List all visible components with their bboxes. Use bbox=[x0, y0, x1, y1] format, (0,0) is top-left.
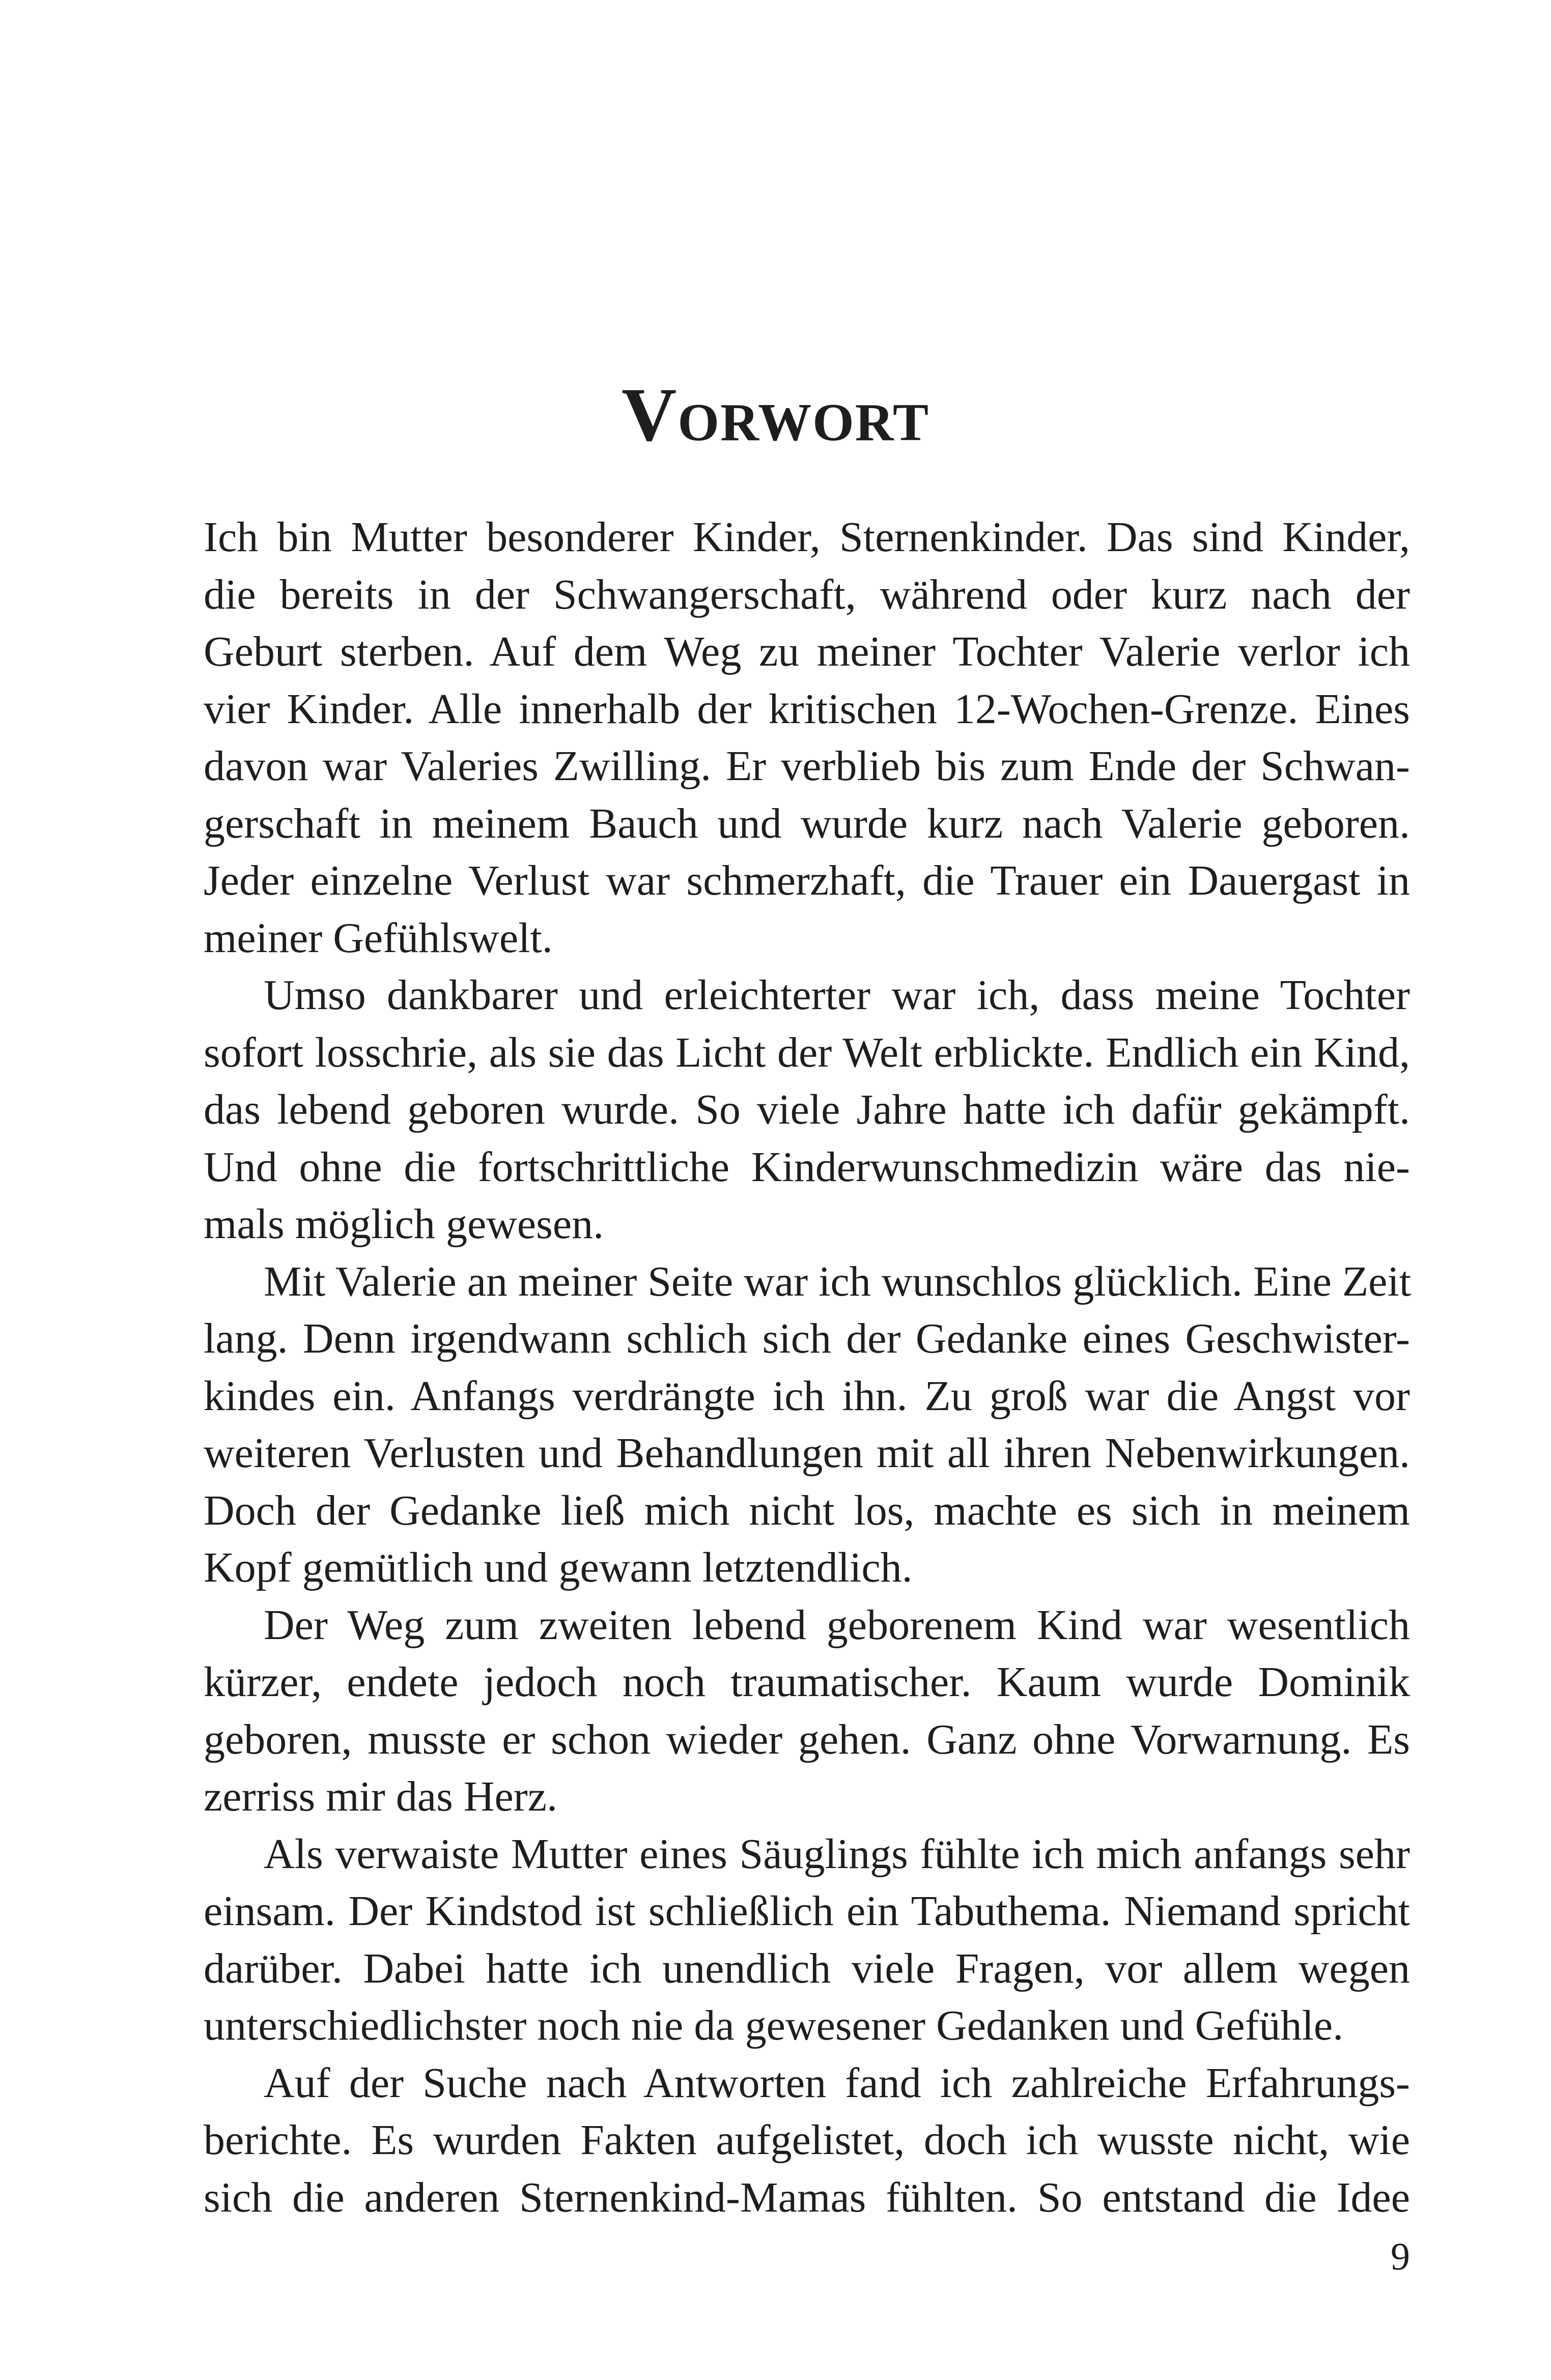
text-line: meiner Gefühlswelt. bbox=[204, 914, 553, 962]
text-line: Als verwaiste Mutter eines Säuglings fühlte ich mich anfangs sehr bbox=[264, 1830, 1410, 1878]
text-line: kindes ein. Anfangs verdrängte ich ihn. Zu groß war die Angst vor bbox=[204, 1372, 1410, 1420]
text-line: darüber. Dabei hatte ich unendlich viele Fragen, vor allem wegen bbox=[204, 1944, 1410, 1992]
text-line: Und ohne die fortschrittliche Kinderwunschmedizin wäre das nie- bbox=[204, 1143, 1410, 1191]
page-number: 9 bbox=[1391, 2235, 1410, 2278]
text-line: das lebend geboren wurde. So viele Jahre hatte ich dafür gekämpft. bbox=[204, 1086, 1410, 1133]
text-line: zerriss mir das Herz. bbox=[204, 1773, 558, 1820]
text-line: Kopf gemütlich und gewann letztendlich. bbox=[204, 1544, 913, 1591]
chapter-title: Vorwort bbox=[622, 372, 929, 457]
text-line: Umso dankbarer und erleichterter war ich, dass meine Tochter bbox=[264, 971, 1410, 1019]
text-line: unterschiedlichster noch nie da gewesener Gedanken und Gefühle. bbox=[204, 2002, 1344, 2049]
text-line: lang. Denn irgendwann schlich sich der Gedanke eines Geschwister- bbox=[204, 1315, 1410, 1362]
text-line: sich die anderen Sternenkind-Mamas fühlten. So entstand die Idee bbox=[204, 2173, 1410, 2221]
text-line: kürzer, endete jedoch noch traumatischer. Kaum wurde Dominik bbox=[204, 1658, 1410, 1706]
text-line: gerschaft in meinem Bauch und wurde kurz nach Valerie geboren. bbox=[204, 799, 1410, 847]
text-line: geboren, musste er schon wieder gehen. Ganz ohne Vorwarnung. Es bbox=[204, 1715, 1410, 1763]
text-line: Auf der Suche nach Antworten fand ich zahlreiche Erfahrungs- bbox=[264, 2059, 1410, 2107]
text-line: sofort losschrie, als sie das Licht der Welt erblickte. Endlich ein Kind, bbox=[204, 1028, 1410, 1076]
text-line: Der Weg zum zweiten lebend geborenem Kind war wesentlich bbox=[264, 1601, 1410, 1649]
body-text bbox=[204, 509, 1410, 2226]
text-line: mals möglich gewesen. bbox=[204, 1200, 604, 1248]
text-line: Geburt sterben. Auf dem Weg zu meiner Tochter Valerie verlor ich bbox=[204, 628, 1410, 675]
text-line: davon war Valeries Zwilling. Er verblieb bis zum Ende der Schwan- bbox=[204, 742, 1410, 790]
text-line: Jeder einzelne Verlust war schmerzhaft, die Trauer ein Dauergast in bbox=[204, 857, 1410, 904]
text-line: weiteren Verlusten und Behandlungen mit all ihren Nebenwirkungen. bbox=[204, 1429, 1410, 1477]
text-line: Mit Valerie an meiner Seite war ich wunschlos glücklich. Eine Zeit bbox=[264, 1257, 1412, 1305]
text-line: Ich bin Mutter besonderer Kinder, Sternenkinder. Das sind Kinder, bbox=[204, 513, 1410, 561]
text-line: vier Kinder. Alle innerhalb der kritischen 12-Wochen-Grenze. Eines bbox=[204, 685, 1410, 733]
text-line: einsam. Der Kindstod ist schließlich ein Tabuthema. Niemand spricht bbox=[204, 1887, 1410, 1935]
text-line: die bereits in der Schwangerschaft, während oder kurz nach der bbox=[204, 570, 1410, 618]
text-line: Doch der Gedanke ließ mich nicht los, machte es sich in meinem bbox=[204, 1486, 1410, 1534]
text-line: berichte. Es wurden Fakten aufgelistet, doch ich wusste nicht, wie bbox=[204, 2116, 1410, 2164]
